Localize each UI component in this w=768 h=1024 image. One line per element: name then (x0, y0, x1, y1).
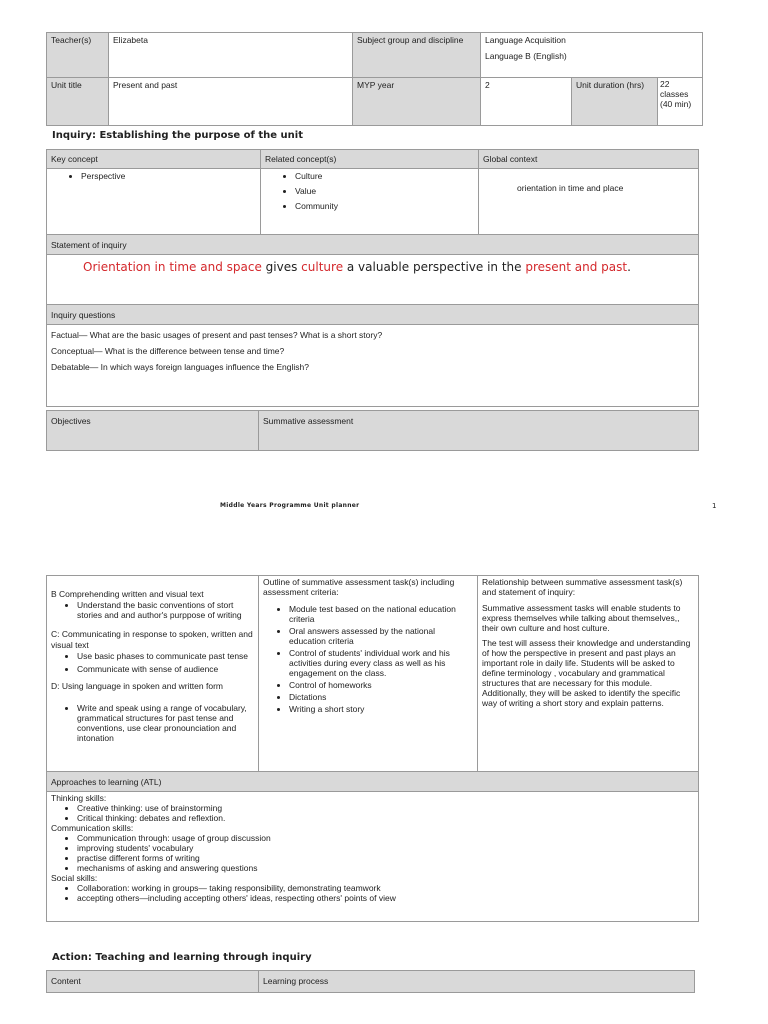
atl-item: • accepting others—including accepting others' ideas, respecting others' points of view (77, 893, 694, 903)
outline-item: • Writing a short story (289, 704, 473, 714)
unit-header-table (46, 32, 703, 126)
atl-item: • Collaboration: working in groups— taking responsibility, demonstrating teamwork (77, 883, 694, 893)
subject-value-1: Language Acquisition (485, 35, 566, 45)
objectives-cell (47, 576, 259, 772)
unit-title-label: Unit title (47, 78, 109, 126)
social-skills-title: Social skills: (51, 873, 98, 883)
objective-item: • Understand the basic conventions of stort stories and and author's purppose of writing (77, 600, 254, 620)
outline-item: • Control of homeworks (289, 680, 473, 690)
learning-process-label: Learning process (259, 971, 695, 993)
inquiry-heading: Inquiry: Establishing the purpose of the unit (52, 130, 303, 141)
relationship-cell (478, 576, 699, 772)
related-concept-item: • Community (295, 201, 474, 212)
subject-value-2: Language B (English) (485, 51, 567, 61)
outline-item: • Oral answers assessed by the national education criteria (289, 626, 473, 646)
inquiry-questions-cell (47, 325, 699, 407)
atl-item: • Creative thinking: use of brainstorming (77, 803, 694, 813)
global-context-label: Global context (479, 150, 699, 169)
key-concept-cell (47, 169, 261, 235)
atl-label: Approaches to learning (ATL) (47, 772, 699, 792)
statement-part: a valuable perspective in the (343, 260, 526, 274)
statement-part: . (627, 260, 631, 274)
statement-part: culture (301, 260, 344, 274)
statement-part: present and past (525, 260, 628, 274)
outline-item: • Control of students' individual work and his activities during every class as well as his engagement on the class. (289, 648, 473, 678)
objective-item: • Use basic phases to communicate past tense (77, 651, 254, 661)
key-concept-label: Key concept (47, 150, 261, 169)
action-heading: Action: Teaching and learning through inquiry (52, 952, 312, 963)
atl-item: • practise different forms of writing (77, 853, 694, 863)
objective-c-title: C: Communicating in response to spoken, written and visual text (51, 629, 253, 650)
unit-title-value: Present and past (109, 78, 353, 126)
atl-item: • Critical thinking: debates and reflextion. (77, 813, 694, 823)
outline-item: • Dictations (289, 692, 473, 702)
relationship-title: Relationship between summative assessment task(s) and statement of inquiry: (482, 577, 683, 597)
key-concept-item: • Perspective (81, 171, 256, 182)
atl-item: • mechanisms of asking and answering questions (77, 863, 694, 873)
factual-question: Factual— What are the basic usages of present and past tenses? What is a short story? (51, 330, 383, 340)
related-concept-label: Related concept(s) (261, 150, 479, 169)
duration-label: Unit duration (hrs) (572, 78, 658, 126)
objective-b-title: B Comprehending written and visual text (51, 589, 204, 599)
relationship-paragraph: Summative assessment tasks will enable students to express themselves while talking about themselves,, their own culture and host culture. (482, 603, 681, 633)
related-concept-item: • Culture (295, 171, 474, 182)
outline-cell (259, 576, 478, 772)
objective-d-title: D: Using language in spoken and written form (51, 681, 223, 691)
myp-year-label: MYP year (353, 78, 481, 126)
subject-value (481, 33, 703, 78)
objective-item: • Communicate with sense of audience (77, 664, 254, 674)
duration-value: 22 classes (40 min) (658, 78, 703, 126)
global-context-value: orientation in time and place (517, 183, 624, 193)
thinking-skills-title: Thinking skills: (51, 793, 107, 803)
assessment-table (46, 575, 699, 922)
footer-title: Middle Years Programme Unit planner (220, 502, 360, 509)
teacher-value: Elizabeta (109, 33, 353, 78)
objectives-table (46, 410, 699, 451)
conceptual-question: Conceptual— What is the difference between tense and time? (51, 346, 285, 356)
atl-item: • Communication through: usage of group discussion (77, 833, 694, 843)
atl-cell (47, 792, 699, 922)
related-concept-cell (261, 169, 479, 235)
outline-title: Outline of summative assessment task(s) including assessment criteria: (263, 577, 455, 597)
myp-year-value: 2 (481, 78, 572, 126)
outline-item: • Module test based on the national education criteria (289, 604, 473, 624)
statement-text (47, 255, 699, 305)
summative-label: Summative assessment (259, 411, 699, 451)
objective-item: • Write and speak using a range of vocabulary, grammatical structures for past tense and conventions, use clear pronounciation and intonation (77, 703, 254, 743)
subject-label: Subject group and discipline (353, 33, 481, 78)
statement-part: Orientation in time and space (83, 260, 262, 274)
teacher-label: Teacher(s) (47, 33, 109, 78)
relationship-paragraph: The test will assess their knowledge and understanding of how the perspective in present and past plays an important role in daily life. Students will be asked to define terminology , vocabulary and grammatical structures that are necessary for this module. Additionally, they will be asked to identify the specific way of writing a short story and explain patterns. (482, 638, 691, 708)
global-context-cell (479, 169, 699, 235)
action-table (46, 970, 695, 993)
statement-label: Statement of inquiry (47, 235, 699, 255)
debatable-question: Debatable— In which ways foreign languages influence the English? (51, 362, 309, 372)
objectives-label: Objectives (47, 411, 259, 451)
inquiry-table (46, 149, 699, 407)
communication-skills-title: Communication skills: (51, 823, 134, 833)
content-label: Content (47, 971, 259, 993)
page-number: 1 (712, 502, 717, 510)
inquiry-questions-label: Inquiry questions (47, 305, 699, 325)
related-concept-item: • Value (295, 186, 474, 197)
atl-item: • improving students' vocabulary (77, 843, 694, 853)
statement-part: gives (261, 260, 302, 274)
